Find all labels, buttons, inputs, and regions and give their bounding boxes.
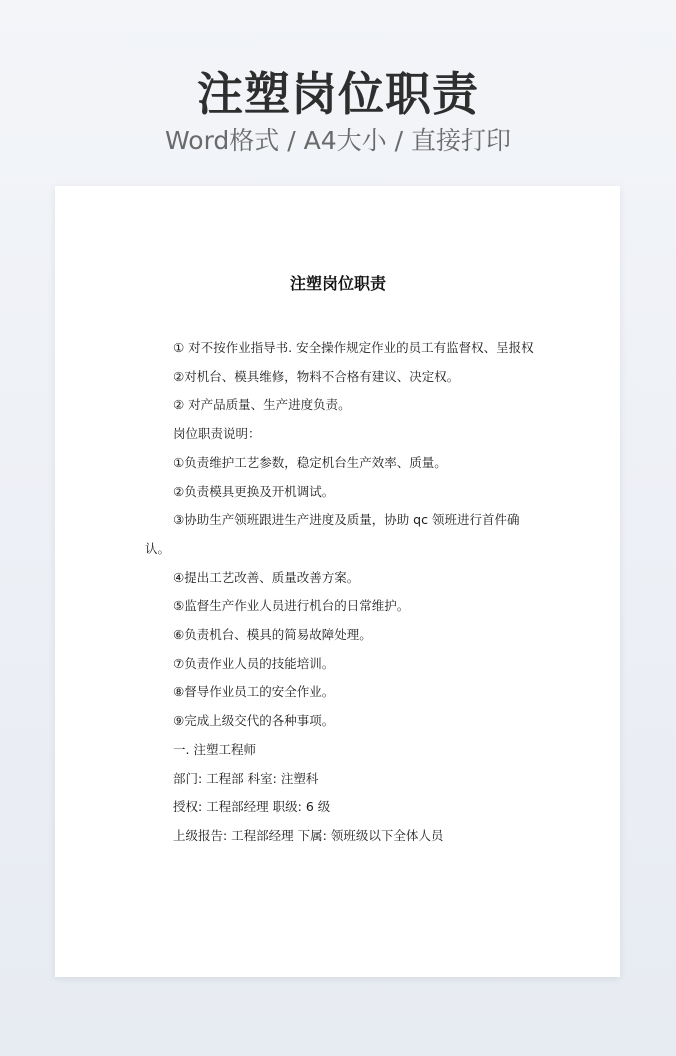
paragraph: ②对机台、模具维修，物料不合格有建议、决定权。 xyxy=(173,368,460,384)
paragraph: ①负责维护工艺参数，稳定机台生产效率、质量。 xyxy=(173,454,447,470)
banner xyxy=(0,66,676,158)
paragraph: 授权: 工程部经理 职级: 6 级 xyxy=(173,799,331,815)
banner-subtitle: Word格式 / A4大小 / 直接打印 xyxy=(165,126,511,155)
paragraph: ③协助生产领班跟进生产进度及质量，协助 qc 领班进行首件确认。 xyxy=(145,512,520,556)
paragraph: ⑧督导作业员工的安全作业。 xyxy=(173,684,335,700)
paragraph: ④提出工艺改善、质量改善方案。 xyxy=(173,569,360,585)
paragraph: 部门: 工程部 科室: 注塑科 xyxy=(173,770,319,786)
paragraph: ⑦负责作业人员的技能培训。 xyxy=(173,655,335,671)
document-title: 注塑岗位职责 xyxy=(289,274,386,293)
paragraph: ⑨完成上级交代的各种事项。 xyxy=(173,713,335,729)
paragraph: ②负责模具更换及开机调试。 xyxy=(173,483,335,499)
document-body xyxy=(145,334,535,851)
section-heading: 一. 注塑工程师 xyxy=(173,741,256,757)
banner-title: 注塑岗位职责 xyxy=(197,67,479,121)
paragraph: 岗位职责说明： xyxy=(173,426,261,442)
paragraph: ① 对不按作业指导书. 安全操作规定作业的员工有监督权、呈报权 xyxy=(173,340,534,355)
paragraph: 上级报告: 工程部经理 下属: 领班级以下全体人员 xyxy=(173,827,444,843)
paragraph: ② 对产品质量、生产进度负责。 xyxy=(173,397,351,413)
paragraph: ⑤监督生产作业人员进行机台的日常维护。 xyxy=(173,598,410,614)
paragraph: ⑥负责机台、模具的简易故障处理。 xyxy=(173,627,372,643)
